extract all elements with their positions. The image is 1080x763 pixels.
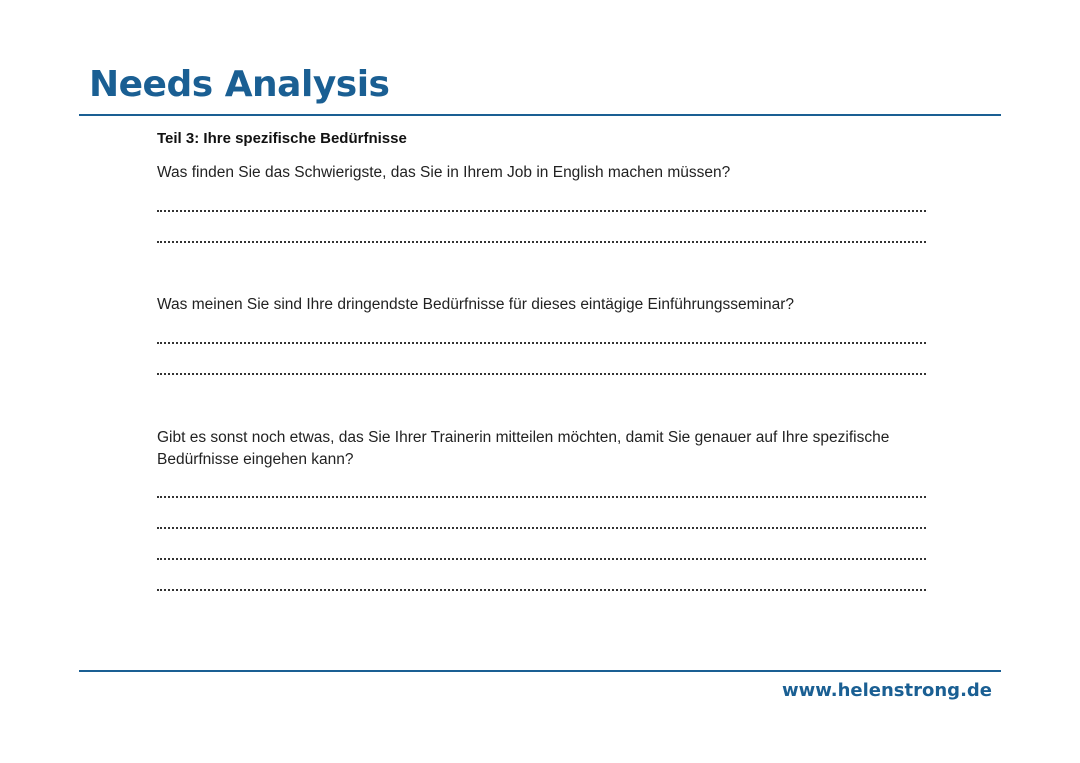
dotted-line bbox=[157, 589, 926, 591]
dotted-line bbox=[157, 342, 926, 344]
question-text: Was finden Sie das Schwierigste, das Sie in Ihrem Job in English machen müssen? bbox=[157, 164, 731, 181]
header-divider bbox=[79, 114, 1001, 116]
section-title: Teil 3: Ihre spezifische Bedürfnisse bbox=[157, 130, 407, 147]
dotted-line bbox=[157, 373, 926, 375]
answer-line[interactable] bbox=[157, 187, 932, 218]
answer-line[interactable] bbox=[157, 504, 932, 535]
dotted-line bbox=[157, 210, 926, 212]
answer-line[interactable] bbox=[157, 350, 932, 381]
page-title: Needs Analysis bbox=[89, 64, 390, 105]
answer-line[interactable] bbox=[157, 218, 932, 249]
question-block-3 bbox=[157, 427, 932, 597]
dotted-line bbox=[157, 527, 926, 529]
answer-line[interactable] bbox=[157, 566, 932, 597]
question-block-1 bbox=[157, 162, 932, 249]
footer-url: www.helenstrong.de bbox=[782, 680, 992, 701]
answer-line[interactable] bbox=[157, 319, 932, 350]
form-content bbox=[157, 129, 932, 597]
dotted-line bbox=[157, 558, 926, 560]
answer-line[interactable] bbox=[157, 473, 932, 504]
question-text: Was meinen Sie sind Ihre dringendste Bedürfnisse für dieses eintägige Einführungsseminar? bbox=[157, 296, 795, 313]
dotted-line bbox=[157, 241, 926, 243]
question-block-2 bbox=[157, 294, 932, 381]
dotted-line bbox=[157, 496, 926, 498]
footer-divider bbox=[79, 670, 1001, 672]
answer-line[interactable] bbox=[157, 535, 932, 566]
question-text: Gibt es sonst noch etwas, das Sie Ihrer Trainerin mitteilen möchten, damit Sie genauer auf Ihre spezifische Bedürfnisse eingehen kann? bbox=[157, 429, 890, 468]
